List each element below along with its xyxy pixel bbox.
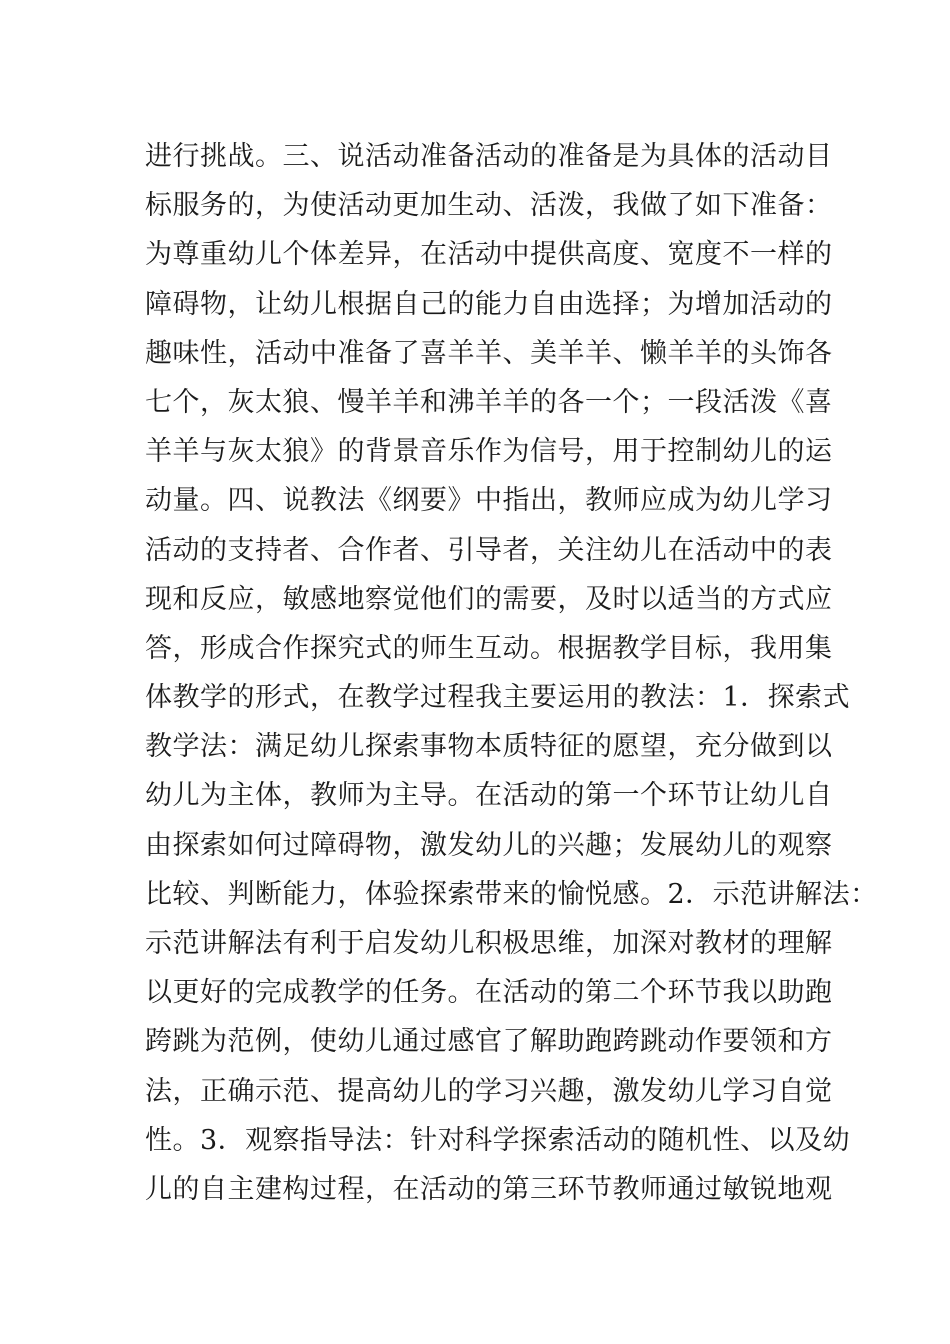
text-line: 障碍物，让幼儿根据自己的能力自由选择；为增加活动的 [145, 288, 833, 320]
text-line: 性。3．观察指导法：针对科学探索活动的随机性、以及幼 [145, 1124, 851, 1156]
text-line: 跨跳为范例，使幼儿通过感官了解助跑跨跳动作要领和方 [145, 1026, 833, 1058]
text-line: 动量。四、说教法《纲要》中指出，教师应成为幼儿学习 [145, 485, 833, 517]
text-line: 幼儿为主体，教师为主导。在活动的第一个环节让幼儿自 [145, 780, 833, 812]
text-line: 教学法：满足幼儿探索事物本质特征的愿望，充分做到以 [145, 731, 833, 763]
text-line: 羊羊与灰太狼》的背景音乐作为信号，用于控制幼儿的运 [145, 436, 833, 468]
text-line: 进行挑战。三、说活动准备活动的准备是为具体的活动目 [145, 141, 833, 172]
text-line: 比较、判断能力，体验探索带来的愉悦感。2．示范讲解法： [145, 878, 878, 910]
text-line: 为尊重幼儿个体差异，在活动中提供高度、宽度不一样的 [145, 239, 833, 271]
text-line: 现和反应，敏感地察觉他们的需要，及时以适当的方式应 [145, 583, 833, 615]
body-text [145, 132, 878, 1214]
text-line: 体教学的形式，在教学过程我主要运用的教法：1．探索式 [145, 682, 851, 714]
text-line: 示范讲解法有利于启发幼儿积极思维，加深对教材的理解 [145, 928, 833, 959]
text-line: 答，形成合作探究式的师生互动。根据教学目标，我用集 [145, 632, 833, 664]
text-line: 儿的自主建构过程，在活动的第三环节教师通过敏锐地观 [145, 1173, 833, 1205]
text-line: 活动的支持者、合作者、引导者，关注幼儿在活动中的表 [145, 534, 833, 566]
text-line: 七个，灰太狼、慢羊羊和沸羊羊的各一个；一段活泼《喜 [145, 386, 833, 418]
text-line: 以更好的完成教学的任务。在活动的第二个环节我以助跑 [145, 977, 833, 1009]
text-line: 标服务的，为使活动更加生动、活泼，我做了如下准备： [145, 190, 833, 222]
text-line: 趣味性，活动中准备了喜羊羊、美羊羊、懒羊羊的头饰各 [145, 337, 833, 369]
text-line: 法，正确示范、提高幼儿的学习兴趣，激发幼儿学习自觉 [145, 1075, 833, 1107]
text-line: 由探索如何过障碍物，激发幼儿的兴趣；发展幼儿的观察 [145, 829, 833, 861]
